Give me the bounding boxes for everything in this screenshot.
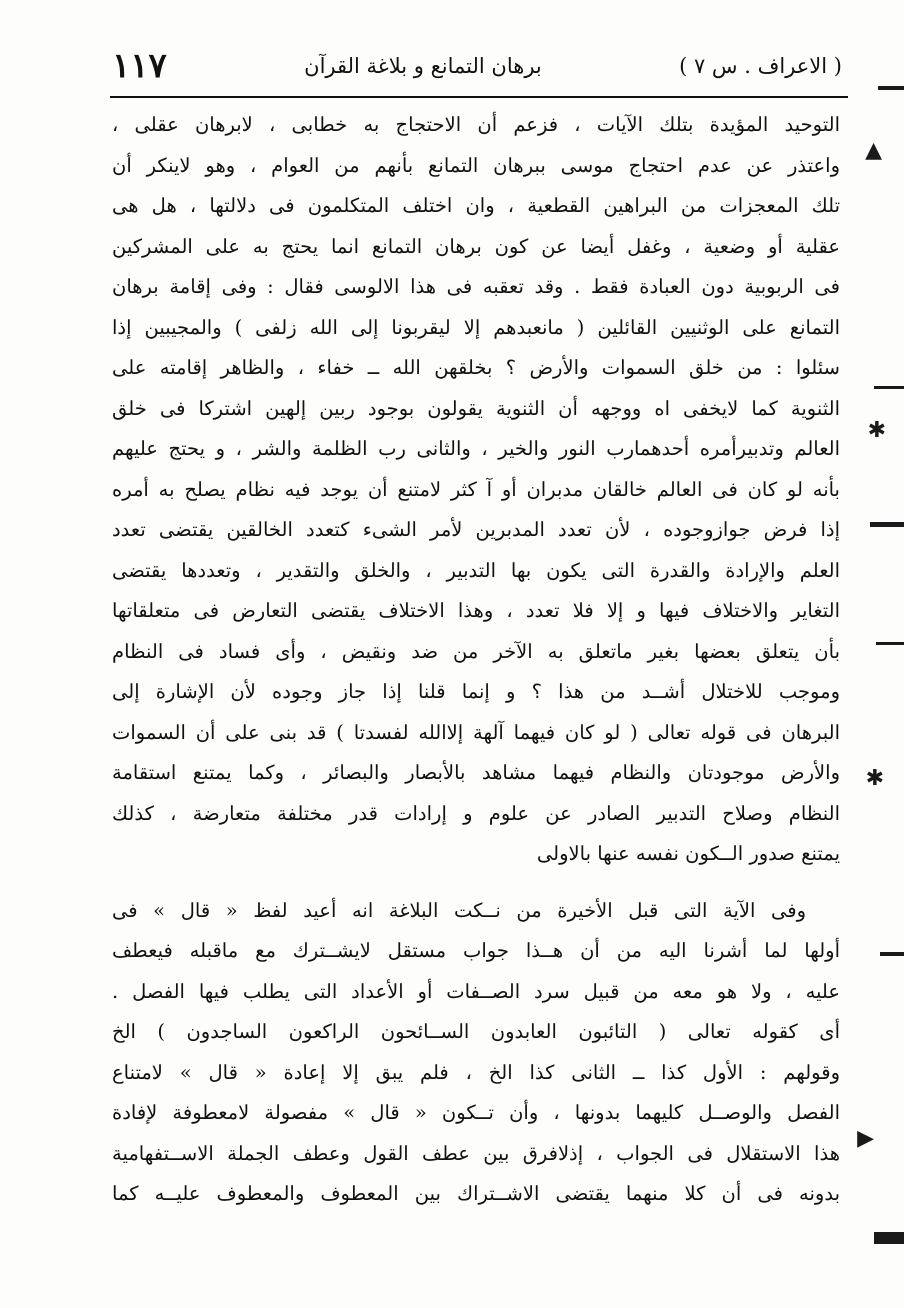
text-line: واعتذر عن عدم احتجاج موسى ببرهان التمانع بأنهم من العوام ، وهو لاينكر أن [112, 153, 840, 177]
text-line: العالم وتدبيرأمره أحدهمارب النور والخير ، والثانى رب الظلمة والشر ، و يحتج عليهم [112, 437, 840, 460]
text-line: أى كقوله تعالى ( التائبون العابدون الســائحون الراكعون الساجدون ) الخ [112, 1020, 840, 1043]
text-line: النظام وصلاح التدبير الصادر عن علوم و إرادات قدر مختلفة متعارضة ، كذلك [112, 801, 840, 825]
scan-edge-mark [880, 952, 904, 956]
text-line: البرهان فى قوله تعالى ( لو كان فيهما آلهة إلاالله لفسدتا ) قد بنى على أن السموات [112, 720, 840, 744]
text-line: سئلوا : من خلق السموات والأرض ؟ بخلقهن الله ــ خفاء ، والظاهر إقامته على [112, 356, 840, 379]
text-line: بأنه لو كان فى العالم خالقان مدبران أو آ كثر لامتنع أن يوجد فيه نظام يصلح به أمره [112, 477, 840, 501]
text-line: بأن يتعلق بعضها بغير ماتعلق به الآخر من ضد ونقيض ، وأى فساد فى النظام [112, 639, 840, 663]
text-line: إذا فرض جوازوجوده ، لأن تعدد المدبرين لأمر الشىء كتعدد الخالقين يقتضى تعدد [112, 518, 840, 541]
text-line: التمانع على الوثنيين القائلين ( مانعبدهم إلا ليقربونا إلى الله زلفى ) والمجيبين إذا [112, 315, 840, 339]
text-line: عقلية أو وضعية ، وغفل أيضا عن كون برهان التمانع انما يحتج به على المشركين [112, 234, 840, 258]
text-line: وقولهم : الأول كذا ــ الثانى كذا الخ ، فلم يبق إلا إعادة « قال » لامتناع [112, 1060, 840, 1084]
paragraph-gap [112, 875, 840, 891]
scan-blot: ▶ [857, 1126, 874, 1151]
paragraph-2 [112, 891, 840, 1215]
text-line: أولها لما أشرنا اليه من أن هــذا جواب مستقل لايشــترك مع ماقبله فيعطف [112, 939, 840, 962]
scan-edge-mark [874, 386, 904, 389]
scan-edge-mark [870, 522, 904, 527]
text-line: فى الربوبية دون العبادة فقط . وقد تعقبه فى هذا الالوسى فقال : وفى إقامة برهان [112, 275, 840, 298]
text-line: الثنوية كما لايخفى اه ووجهه أن الثنوية يقولون بوجود ربين إلهين اشتركا فى خلق [112, 396, 840, 420]
text-line: عليه ، ولا هو معه من قبيل سرد الصــفات أو الأعداد التى يطلب فيها الفصل . [112, 979, 840, 1003]
paragraph-1 [112, 105, 840, 875]
scan-edge-mark [878, 86, 904, 90]
running-header [112, 38, 842, 94]
scan-blot: ▲ [865, 138, 882, 163]
book-title: برهان التمانع و بلاغة القرآن [304, 54, 542, 78]
scan-edge-mark [876, 642, 904, 645]
text-line: والأرض موجودتان والنظام فيهما مشاهد بالأبصار والبصائر ، وكما يمتنع استقامة [112, 761, 840, 784]
text-line: وموجب للاختلال أشــد من هذا ؟ و إنما قلنا إذا جاز وجوده لأن الإشارة إلى [112, 680, 840, 703]
text-line: الفصل والوصــل كليهما بدونها ، وأن تــكون « قال » مفصولة لامعطوفة لإفادة [112, 1101, 840, 1124]
scan-edge-mark [874, 1232, 904, 1244]
surah-reference: ( الاعراف . س ٧ ) [679, 54, 842, 78]
body-text [112, 105, 840, 1215]
text-line: وفى الآية التى قبل الأخيرة من نــكت البلاغة انه أعيد لفظ « قال » فى [112, 898, 806, 922]
scan-blot: ✱ [867, 418, 886, 443]
text-line: هذا الاستقلال فى الجواب ، إذلافرق بين عطف القول وعطف الجملة الاســتفهامية [112, 1141, 840, 1165]
page-number: ١١٧ [112, 46, 167, 86]
text-line: العلم والإرادة والقدرة التى يكون بها التدبير ، والخلق والتقدير ، وتعددها يقتضى [112, 558, 840, 582]
text-line: بدونه فى أن كلا منهما يقتضى الاشــتراك بين المعطوف والمعطوف عليــه كما [112, 1182, 840, 1205]
text-line: تلك المعجزات من البراهين القطعية ، وان اختلف المتكلمون فى دلالتها ، هل هى [112, 194, 840, 217]
text-line: التغاير والاختلاف فيها و إلا فلا تعدد ، وهذا الاختلاف يقتضى التعارض فى متعلقاتها [112, 599, 840, 622]
scan-blot: ✱ [865, 766, 884, 791]
text-line: يمتنع صدور الــكون نفسه عنها بالاولى [536, 842, 840, 865]
header-rule [110, 96, 848, 98]
text-line: التوحيد المؤيدة بتلك الآيات ، فزعم أن الاحتجاج به خطابى ، لابرهان عقلى ، [112, 113, 840, 136]
